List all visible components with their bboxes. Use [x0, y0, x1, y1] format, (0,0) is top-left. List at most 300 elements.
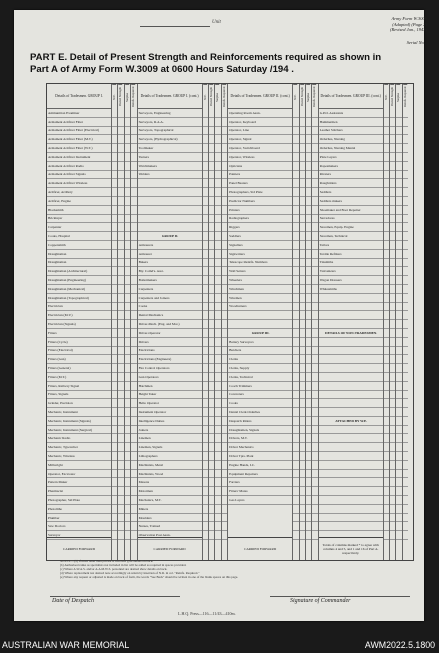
table-cell: [312, 347, 317, 356]
table-cell: [390, 162, 395, 171]
table-cell: [203, 215, 208, 224]
table-cell: [203, 276, 208, 285]
table-cell: [403, 487, 408, 496]
table-cell: [131, 391, 136, 400]
table-cell: [319, 294, 383, 303]
table-cell: [112, 250, 117, 259]
table-cell: [209, 118, 214, 127]
table-cell: [396, 118, 401, 127]
table-cell: [300, 250, 305, 259]
table-cell: [306, 215, 311, 224]
table-cell: [131, 127, 136, 136]
table-cell: Armament Artificer Fitter (W.T.): [47, 144, 111, 153]
table-cell: [112, 294, 117, 303]
table-cell: [215, 434, 220, 443]
table-cell: [390, 408, 395, 417]
table-cell: [118, 171, 123, 180]
table-cell: [396, 478, 401, 487]
table-cell: [403, 135, 408, 144]
signature-of-commander-label: Signature of Commander: [290, 598, 351, 604]
table-cell: [384, 259, 389, 268]
table-cell: [300, 311, 305, 320]
table-cell: [112, 320, 117, 329]
column-header: Posted Strength: [390, 84, 394, 109]
table-cell: [396, 232, 401, 241]
table-cell: [390, 241, 395, 250]
table-cell: [319, 320, 383, 329]
table-cell: [396, 153, 401, 162]
table-cell: [222, 355, 227, 364]
form-adapted: (Adapted) (Page 2): [392, 21, 427, 27]
table-cell: [293, 179, 298, 188]
table-cell: [203, 320, 208, 329]
table-cell: [312, 232, 317, 241]
table-cell: [118, 285, 123, 294]
table-cell: [390, 434, 395, 443]
table-cell: [384, 329, 389, 338]
table-cell: [209, 347, 214, 356]
table-cell: [390, 276, 395, 285]
table-cell: Signallers: [228, 241, 292, 250]
table-cell: [131, 426, 136, 435]
table-cell: [396, 373, 401, 382]
table-cell: Signwriters: [228, 250, 292, 259]
table-cell: [222, 171, 227, 180]
table-cell: [403, 329, 408, 338]
table-cell: [312, 276, 317, 285]
table-cell: [112, 373, 117, 382]
table-cell: [131, 285, 136, 294]
table-cell: [384, 514, 389, 523]
table-cell: Masons: [138, 478, 202, 487]
carried-forward: CARRIED FORWARD: [138, 537, 202, 560]
table-cell: [118, 391, 123, 400]
table-cell: [131, 505, 136, 514]
table-cell: [222, 461, 227, 470]
table-cell: [293, 276, 298, 285]
table-cell: [222, 276, 227, 285]
table-cell: [319, 408, 383, 417]
table-cell: [222, 303, 227, 312]
table-cell: [306, 434, 311, 443]
table-cell: [131, 347, 136, 356]
table-cell: [312, 452, 317, 461]
table-cell: [215, 241, 220, 250]
table-cell: Saddlers makers: [319, 197, 383, 206]
table-cell: [203, 338, 208, 347]
table-cell: [209, 179, 214, 188]
column-header: Surplus: [396, 84, 400, 109]
table-cell: [203, 496, 208, 505]
table-cell: Draughtsman: [47, 259, 111, 268]
table-cell: [396, 382, 401, 391]
table-cell: [209, 399, 214, 408]
table-cell: [396, 461, 401, 470]
table-cell: [118, 487, 123, 496]
table-cell: [209, 144, 214, 153]
table-cell: [209, 364, 214, 373]
table-cell: [203, 373, 208, 382]
table-cell: Equipment Repairers: [228, 470, 292, 479]
table-cell: [118, 478, 123, 487]
table-cell: [215, 135, 220, 144]
table-cell: [384, 179, 389, 188]
table-cell: [300, 478, 305, 487]
table-cell: [215, 531, 220, 540]
table-cell: [215, 355, 220, 364]
table-cell: [125, 531, 130, 540]
table-cell: [384, 232, 389, 241]
table-cell: Storemen, Equip. Engine: [319, 223, 383, 232]
table-cell: [293, 382, 298, 391]
table-cell: [131, 382, 136, 391]
table-cell: [112, 338, 117, 347]
table-cell: [300, 320, 305, 329]
table-cell: [293, 311, 298, 320]
table-cell: [306, 188, 311, 197]
table-cell: [396, 417, 401, 426]
table-cell: [209, 514, 214, 523]
table-cell: Radiographers: [228, 215, 292, 224]
table-cell: [215, 162, 220, 171]
table-cell: [396, 514, 401, 523]
table-cell: [222, 505, 227, 514]
table-cell: [396, 452, 401, 461]
table-cell: [118, 408, 123, 417]
table-cell: Driver Mechanics: [228, 443, 292, 452]
table-cell: [125, 162, 130, 171]
table-cell: [403, 303, 408, 312]
column-header: W.E.: [384, 84, 388, 109]
table-cell: [403, 470, 408, 479]
table-cell: [118, 434, 123, 443]
table-cell: [222, 470, 227, 479]
table-cell: [222, 426, 227, 435]
table-cell: Driver-Operator: [138, 329, 202, 338]
table-cell: [300, 364, 305, 373]
table-cell: GROUP III.: [228, 329, 292, 338]
table-cell: [384, 531, 389, 540]
table-cell: [125, 285, 130, 294]
table-cell: [118, 417, 123, 426]
table-cell: [215, 373, 220, 382]
table-cell: Surveyors, (Hydrographical): [138, 135, 202, 144]
table-cell: Wall Setters: [228, 267, 292, 276]
table-cell: [312, 478, 317, 487]
table-cell: [222, 443, 227, 452]
table-cell: [293, 197, 298, 206]
table-cell: [396, 294, 401, 303]
table-cell: [125, 144, 130, 153]
table-cell: [118, 241, 123, 250]
table-cell: Lithographers: [138, 452, 202, 461]
table-cell: [306, 223, 311, 232]
table-cell: [403, 338, 408, 347]
table-cell: Nurses, Trained: [138, 522, 202, 531]
table-cell: Drivers, M.T.: [228, 434, 292, 443]
table-cell: [390, 311, 395, 320]
table-cell: [125, 452, 130, 461]
table-cell: [300, 329, 305, 338]
table-cell: [403, 320, 408, 329]
table-cell: [306, 179, 311, 188]
table-cell: [306, 241, 311, 250]
table-cell: [293, 320, 298, 329]
table-cell: [390, 355, 395, 364]
table-cell: [390, 478, 395, 487]
table-cell: Draughtsman (Topographical): [47, 294, 111, 303]
table-cell: [203, 206, 208, 215]
table-cell: [300, 223, 305, 232]
table-cell: [112, 478, 117, 487]
table-cell: Despatch Riders: [228, 417, 292, 426]
table-cell: [403, 276, 408, 285]
table-cell: [390, 171, 395, 180]
table-cell: [112, 259, 117, 268]
table-cell: [131, 399, 136, 408]
table-cell: [209, 373, 214, 382]
table-cell: [293, 135, 298, 144]
table-cell: [390, 320, 395, 329]
table-cell: [306, 285, 311, 294]
table-cell: [319, 478, 383, 487]
column-header: Details of Tradesmen. GROUP II. (cont.): [228, 84, 292, 109]
details-column: [228, 84, 293, 560]
table-cell: [403, 434, 408, 443]
table-cell: [203, 443, 208, 452]
table-cell: [209, 417, 214, 426]
table-cell: [112, 426, 117, 435]
table-cell: Riveters: [319, 171, 383, 180]
table-cell: [306, 197, 311, 206]
table-cell: [131, 470, 136, 479]
commander-line: [270, 596, 410, 597]
table-cell: [125, 391, 130, 400]
table-cell: [209, 232, 214, 241]
table-cell: [396, 347, 401, 356]
table-cell: [319, 434, 383, 443]
table-cell: [112, 514, 117, 523]
table-cell: [125, 382, 130, 391]
table-cell: [215, 223, 220, 232]
table-cell: [112, 127, 117, 136]
table-cell: [125, 179, 130, 188]
table-cell: [396, 338, 401, 347]
table-cell: [403, 206, 408, 215]
table-cell: Carpenter: [47, 223, 111, 232]
table-cell: Fitters (Cycle): [47, 338, 111, 347]
table-cell: [209, 434, 214, 443]
table-cell: [384, 391, 389, 400]
table-cell: [112, 443, 117, 452]
table-cell: [125, 338, 130, 347]
table-cell: [222, 373, 227, 382]
table-cell: [390, 135, 395, 144]
carried-forward: CARRIED FORWARD: [228, 537, 292, 560]
table-cell: [319, 347, 383, 356]
table-cell: [384, 223, 389, 232]
table-cell: [209, 267, 214, 276]
table-cell: [125, 197, 130, 206]
table-cell: [203, 162, 208, 171]
table-cell: [319, 399, 383, 408]
table-cell: [215, 347, 220, 356]
table-cell: [293, 461, 298, 470]
table-cell: Electrician (M.V.): [47, 311, 111, 320]
table-cell: [390, 144, 395, 153]
table-cell: [215, 232, 220, 241]
table-cell: [384, 303, 389, 312]
table-cell: [396, 470, 401, 479]
table-cell: [384, 241, 389, 250]
table-cell: [222, 417, 227, 426]
table-cell: [312, 470, 317, 479]
table-cell: Armourer: [138, 250, 202, 259]
table-cell: [384, 267, 389, 276]
table-cell: [390, 382, 395, 391]
table-cell: [306, 294, 311, 303]
table-cell: [384, 109, 389, 118]
table-cell: [118, 188, 123, 197]
table-cell: Riggers: [228, 223, 292, 232]
table-cell: [125, 347, 130, 356]
table-cell: [209, 391, 214, 400]
table-cell: [112, 232, 117, 241]
table-cell: [118, 232, 123, 241]
table-cell: Winchman: [228, 285, 292, 294]
table-cell: Butchers: [228, 347, 292, 356]
table-cell: [112, 311, 117, 320]
table-cell: [215, 452, 220, 461]
table-cell: [209, 522, 214, 531]
table-cell: [203, 417, 208, 426]
table-cell: [112, 434, 117, 443]
table-cell: [215, 470, 220, 479]
column-header: Surplus: [125, 84, 129, 109]
table-cell: [209, 408, 214, 417]
table-cell: [118, 135, 123, 144]
table-cell: Driver Tpts. Plant: [228, 452, 292, 461]
table-cell: [222, 206, 227, 215]
table-cell: [384, 118, 389, 127]
table-cell: [112, 144, 117, 153]
table-cell: [390, 118, 395, 127]
table-cell: [131, 338, 136, 347]
table-cell: [293, 531, 298, 540]
table-cell: [228, 311, 292, 320]
table-cell: [222, 241, 227, 250]
table-cell: [300, 355, 305, 364]
table-cell: [222, 320, 227, 329]
table-cell: [203, 223, 208, 232]
table-cell: [112, 276, 117, 285]
table-cell: [390, 109, 395, 118]
table-cell: [203, 505, 208, 514]
table-cell: [390, 127, 395, 136]
table-cell: [203, 144, 208, 153]
table-cell: [403, 364, 408, 373]
table-cell: [118, 399, 123, 408]
table-cell: [118, 162, 123, 171]
note-e: (e) Where any request or adjusted is made on back of form, the words "See Back" should be written in one of the blank spaces on this page.: [60, 574, 239, 579]
carried-forward: CARRIED FORWARD: [47, 537, 111, 560]
table-cell: [396, 364, 401, 373]
table-cell: [215, 408, 220, 417]
table-cell: [125, 241, 130, 250]
table-cell: [319, 303, 383, 312]
table-cell: [312, 443, 317, 452]
table-cell: [312, 355, 317, 364]
table-cell: Telescope Identfn. Numbers: [228, 259, 292, 268]
table-cell: Leather Stitchers: [319, 127, 383, 136]
table-cell: [131, 118, 136, 127]
table-cell: [300, 373, 305, 382]
table-cell: [300, 232, 305, 241]
table-cell: [293, 109, 298, 118]
strength-table: [46, 83, 414, 561]
table-cell: [222, 144, 227, 153]
table-cell: [118, 259, 123, 268]
table-cell: [293, 514, 298, 523]
table-cell: Photographer, Std Plate: [47, 496, 111, 505]
table-cell: [125, 250, 130, 259]
table-cell: [306, 522, 311, 531]
table-cell: [293, 347, 298, 356]
date-of-despatch-label: Date of Despatch: [52, 598, 94, 604]
table-cell: [215, 144, 220, 153]
table-cell: [209, 241, 214, 250]
table-cell: [112, 382, 117, 391]
table-cell: [125, 355, 130, 364]
table-cell: [293, 118, 298, 127]
table-cell: Operator, Switchboard: [228, 144, 292, 153]
table-cell: Surveyor: [47, 531, 111, 540]
table-cell: [215, 294, 220, 303]
table-cell: [203, 347, 208, 356]
table-cell: [312, 514, 317, 523]
table-cell: [306, 408, 311, 417]
column-header: Reinfs. Required: [403, 84, 407, 109]
table-cell: [112, 329, 117, 338]
table-cell: [396, 285, 401, 294]
table-cell: [306, 355, 311, 364]
table-cell: Mechanic, Instrument (Surgical): [47, 426, 111, 435]
table-cell: [118, 514, 123, 523]
table-cell: [112, 355, 117, 364]
table-cell: [293, 206, 298, 215]
table-cell: [403, 443, 408, 452]
table-cell: [125, 470, 130, 479]
table-cell: Bakers: [138, 259, 202, 268]
table-cell: [300, 391, 305, 400]
table-cell: Motormen: [138, 487, 202, 496]
table-cell: [203, 461, 208, 470]
table-cell: [131, 153, 136, 162]
table-cell: [209, 461, 214, 470]
notes-block: [60, 560, 406, 580]
table-cell: [293, 162, 298, 171]
table-cell: [222, 391, 227, 400]
table-cell: Surveyors, Topographical: [138, 127, 202, 136]
table-cell: [384, 127, 389, 136]
table-cell: [112, 452, 117, 461]
table-cell: Shoemaker and Boot Repairer: [319, 206, 383, 215]
column-header: Reinfs. Required: [312, 84, 316, 109]
table-cell: [222, 399, 227, 408]
table-cell: [203, 179, 208, 188]
table-cell: [209, 320, 214, 329]
table-cell: [215, 487, 220, 496]
